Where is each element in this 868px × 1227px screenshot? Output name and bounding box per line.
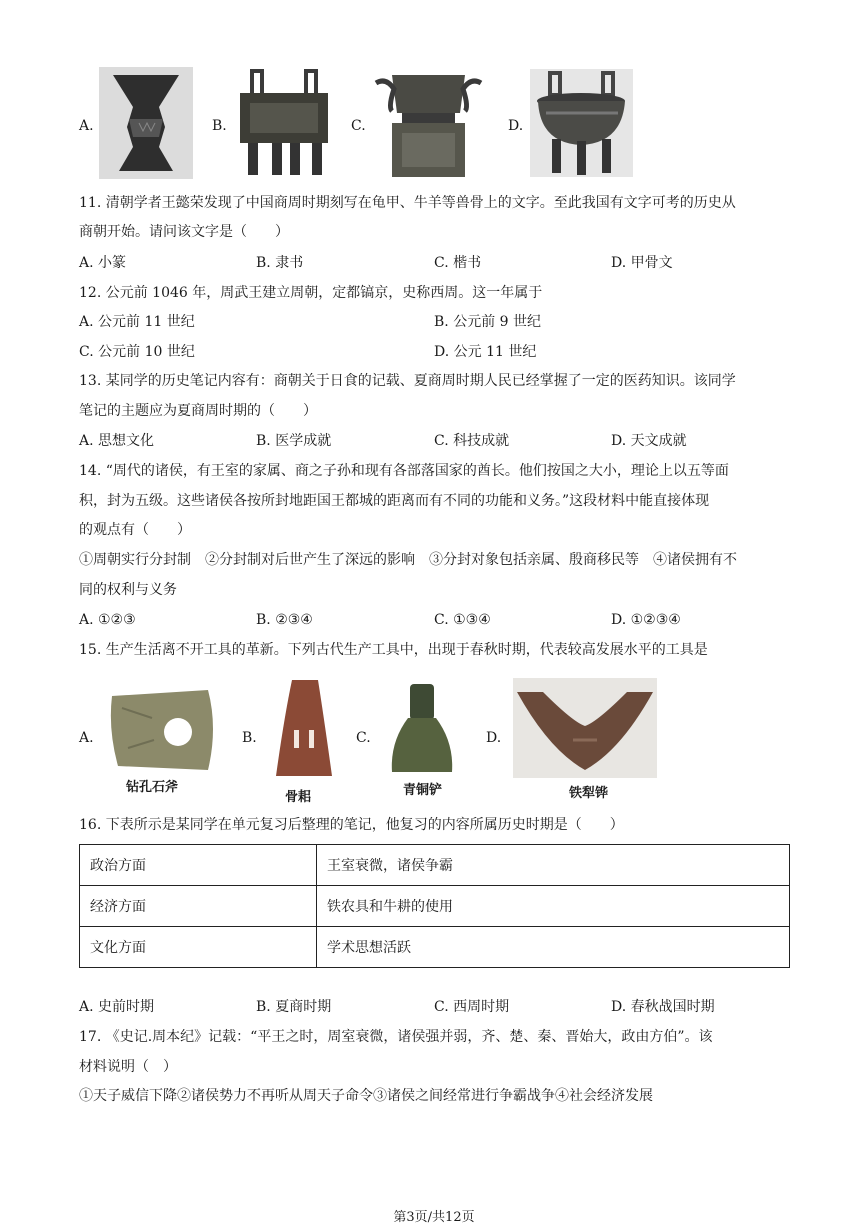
option-label-b: B. <box>212 118 227 134</box>
question-15-text: 15. 生产生活离不开工具的革新。下列古代生产工具中，出现于春秋时期，代表较高发展水平的工具是 <box>79 642 708 658</box>
question-13-option-a[interactable]: A. 思想文化 <box>79 433 155 449</box>
iron-plowshare-icon <box>513 678 657 778</box>
question-14-text-cont1: 积，封为五级。这些诸侯各按所封地距国王都城的距离而有不同的功能和义务。”这段材料中能直接体现 <box>79 493 710 509</box>
page-footer: 第3页/共12页 <box>393 1210 475 1225</box>
table-cell: 学术思想活跃 <box>317 927 790 968</box>
option-label-a: A. <box>79 118 94 134</box>
table-cell: 政治方面 <box>80 845 317 886</box>
question-13-option-c[interactable]: C. 科技成就 <box>434 433 510 449</box>
table-row <box>80 845 790 886</box>
question-14-text-cont2: 的观点有（ ） <box>79 522 191 538</box>
question-13-option-d[interactable]: D. 天文成就 <box>611 433 687 449</box>
table-cell: 铁农具和牛耕的使用 <box>317 886 790 927</box>
bronze-gui-vessel-icon <box>372 69 485 179</box>
question-16-option-a[interactable]: A. 史前时期 <box>79 999 155 1015</box>
square-ding-icon <box>234 69 334 177</box>
table-cell: 王室衰微，诸侯争霸 <box>317 845 790 886</box>
question-14-option-d[interactable]: D. ①②③④ <box>611 612 681 628</box>
question-12-option-d[interactable]: D. 公元 11 世纪 <box>434 344 537 360</box>
question-15-label-c: C. <box>356 730 371 746</box>
question-16-option-b[interactable]: B. 夏商时期 <box>256 999 332 1015</box>
question-14-option-b[interactable]: B. ②③④ <box>256 612 313 628</box>
question-15-caption-d: 铁犁铧 <box>569 786 609 801</box>
question-17-text: 17. 《史记.周本纪》记载：“平王之时，周室衰微，诸侯强并弱，齐、楚、秦、晋始大，政由方伯”。该 <box>79 1029 713 1045</box>
table-row <box>80 927 790 968</box>
table-row <box>80 886 790 927</box>
question-14-option-c[interactable]: C. ①③④ <box>434 612 491 628</box>
bone-spade-icon <box>272 678 336 780</box>
question-13-option-b[interactable]: B. 医学成就 <box>256 433 332 449</box>
question-14-statements: ①周朝实行分封制 ②分封制对后世产生了深远的影响 ③分封对象包括亲属、殷商移民等 ④诸侯拥有不 <box>79 552 737 568</box>
question-17-statements: ①天子威信下降②诸侯势力不再听从周天子命令③诸侯之间经常进行争霸战争④社会经济发展 <box>79 1088 653 1104</box>
review-notes-table <box>79 844 790 968</box>
question-11-option-b[interactable]: B. 隶书 <box>256 255 304 271</box>
question-16-text: 16. 下表所示是某同学在单元复习后整理的笔记，他复习的内容所属历史时期是（ ） <box>79 817 624 833</box>
question-11-text: 11. 清朝学者王懿荣发现了中国商周时期刻写在龟甲、牛羊等兽骨上的文字。至此我国有文字可考的历史从 <box>79 195 736 211</box>
round-ding-icon <box>530 69 633 177</box>
table-cell: 经济方面 <box>80 886 317 927</box>
question-14-option-a[interactable]: A. ①②③ <box>79 612 136 628</box>
question-15-caption-b: 骨耜 <box>285 790 312 805</box>
question-11-text-cont: 商朝开始。请问该文字是（ ） <box>79 224 289 240</box>
drilled-stone-axe-icon <box>108 688 220 772</box>
question-14-statements-cont: 同的权利与义务 <box>79 582 177 598</box>
question-13-text: 13. 某同学的历史笔记内容有：商朝关于日食的记载、夏商周时期人民已经掌握了一定的医药知识。该同学 <box>79 373 736 389</box>
bronze-zun-vessel-icon <box>99 67 193 179</box>
question-15-label-a: A. <box>79 730 94 746</box>
question-11-option-d[interactable]: D. 甲骨文 <box>611 255 673 271</box>
question-15-caption-c: 青铜铲 <box>403 783 443 798</box>
question-15-caption-a: 钻孔石斧 <box>126 780 179 795</box>
question-12-option-a[interactable]: A. 公元前 11 世纪 <box>79 314 195 330</box>
question-17-text-cont: 材料说明（ ） <box>79 1059 177 1075</box>
question-11-option-c[interactable]: C. 楷书 <box>434 255 482 271</box>
question-13-text-cont: 笔记的主题应为夏商周时期的（ ） <box>79 403 317 419</box>
question-12-text: 12. 公元前 1046 年，周武王建立周朝，定都镐京，史称西周。这一年属于 <box>79 285 543 301</box>
question-12-option-b[interactable]: B. 公元前 9 世纪 <box>434 314 541 330</box>
question-16-option-d[interactable]: D. 春秋战国时期 <box>611 999 715 1015</box>
bronze-shovel-icon <box>388 682 456 774</box>
question-15-label-b: B. <box>242 730 257 746</box>
question-14-text: 14. “周代的诸侯，有王室的家属、商之子孙和现有各部落国家的酋长。他们按国之大小，理论上以五等面 <box>79 463 729 479</box>
question-16-option-c[interactable]: C. 西周时期 <box>434 999 510 1015</box>
question-15-label-d: D. <box>486 730 502 746</box>
question-12-option-c[interactable]: C. 公元前 10 世纪 <box>79 344 195 360</box>
table-cell: 文化方面 <box>80 927 317 968</box>
option-label-c: C. <box>351 118 366 134</box>
option-label-d: D. <box>508 118 524 134</box>
question-11-option-a[interactable]: A. 小篆 <box>79 255 127 271</box>
